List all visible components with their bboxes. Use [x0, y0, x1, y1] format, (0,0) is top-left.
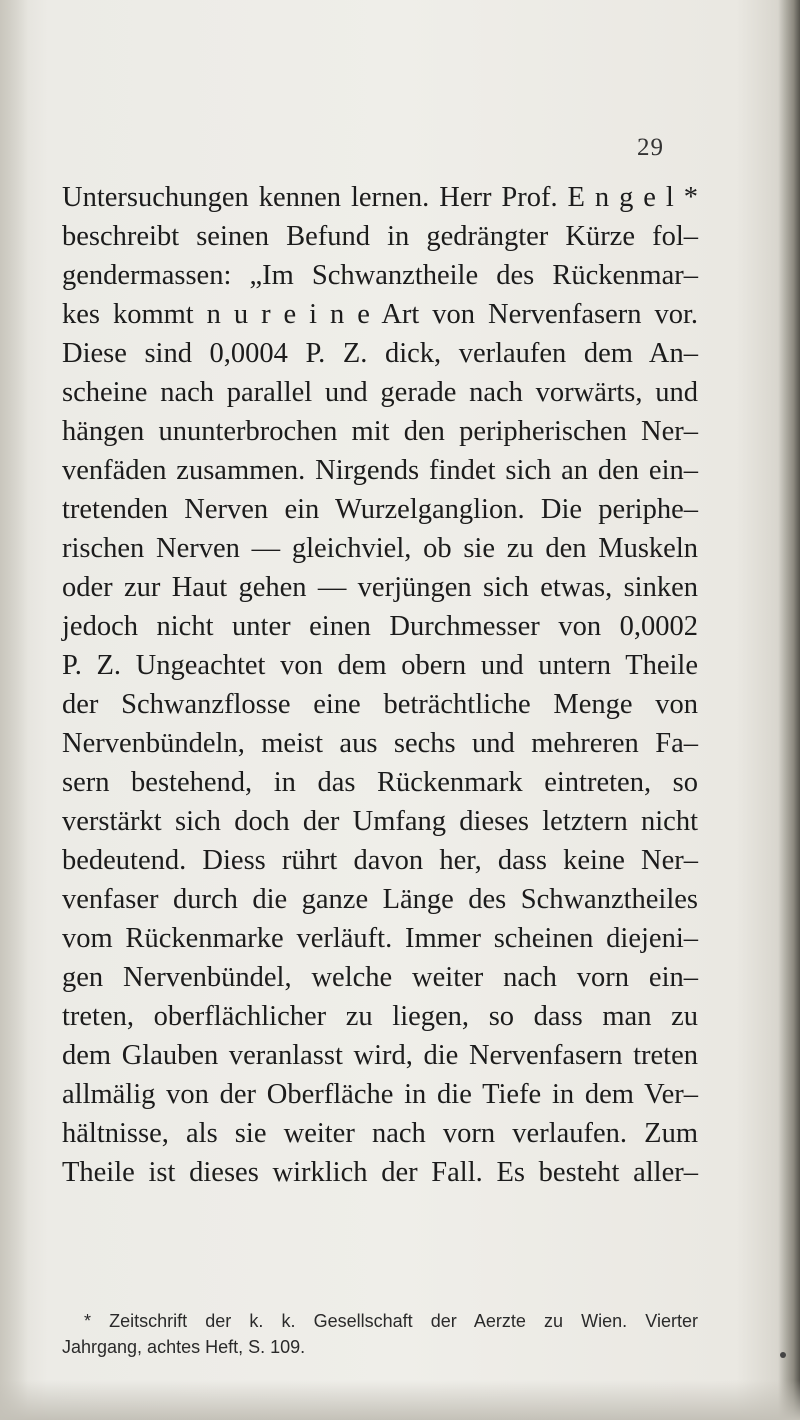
- page-number: 29: [637, 134, 664, 161]
- text-line: venfaser durch die ganze Länge des Schwanztheiles: [62, 884, 698, 915]
- text-line: venfäden zusammen. Nirgends findet sich an den ein–: [62, 455, 698, 486]
- text-line: treten, oberflächlicher zu liegen, so dass man zu: [62, 1001, 698, 1032]
- footnote-line: Jahrgang, achtes Heft, S. 109.: [62, 1337, 306, 1357]
- text-line: allmälig von der Oberfläche in die Tiefe in dem Ver–: [62, 1079, 698, 1110]
- text-line: hängen ununterbrochen mit den peripherischen Ner–: [62, 416, 698, 447]
- text-line: kes kommt n u r e i n e Art von Nervenfasern vor.: [62, 299, 698, 330]
- page-shadow-right: [778, 0, 800, 1420]
- text-line: beschreibt seinen Befund in gedrängter Kürze fol–: [62, 221, 698, 252]
- page-shadow-bottom: [0, 1380, 800, 1420]
- text-line: dem Glauben veranlasst wird, die Nervenfasern treten: [62, 1040, 698, 1071]
- text-line: oder zur Haut gehen — verjüngen sich etwas, sinken: [62, 572, 698, 603]
- text-line: hältnisse, als sie weiter nach vorn verlaufen. Zum: [62, 1118, 698, 1149]
- text-line: tretenden Nerven ein Wurzelganglion. Die periphe–: [62, 494, 698, 525]
- footnote: [62, 1308, 698, 1360]
- text-line: Untersuchungen kennen lernen. Herr Prof. E n g e l *: [62, 182, 698, 213]
- text-line: scheine nach parallel und gerade nach vorwärts, und: [62, 377, 698, 408]
- text-line: verstärkt sich doch der Umfang dieses letztern nicht: [62, 806, 698, 837]
- text-line: jedoch nicht unter einen Durchmesser von 0,0002: [62, 611, 698, 642]
- text-line: rischen Nerven — gleichviel, ob sie zu den Muskeln: [62, 533, 698, 564]
- text-line: Diese sind 0,0004 P. Z. dick, verlaufen dem An–: [62, 338, 698, 369]
- page-shadow-left: [0, 0, 28, 1420]
- footnote-line: * Zeitschrift der k. k. Gesellschaft der Aerzte zu Wien. Vierter: [84, 1311, 698, 1331]
- text-line: vom Rückenmarke verläuft. Immer scheinen diejeni–: [62, 923, 698, 954]
- ink-speck: [780, 1352, 786, 1358]
- text-line: Nervenbündeln, meist aus sechs und mehreren Fa–: [62, 728, 698, 759]
- text-line: bedeutend. Diess rührt davon her, dass keine Ner–: [62, 845, 698, 876]
- body-text: [62, 178, 698, 1192]
- text-line: gen Nervenbündel, welche weiter nach vorn ein–: [62, 962, 698, 993]
- text-line: P. Z. Ungeachtet von dem obern und untern Theile: [62, 650, 698, 681]
- text-line: Theile ist dieses wirklich der Fall. Es besteht aller–: [62, 1157, 698, 1188]
- text-line: sern bestehend, in das Rückenmark eintreten, so: [62, 767, 698, 798]
- text-line: gendermassen: „Im Schwanztheile des Rückenmar–: [62, 260, 698, 291]
- text-line: der Schwanzflosse eine beträchtliche Menge von: [62, 689, 698, 720]
